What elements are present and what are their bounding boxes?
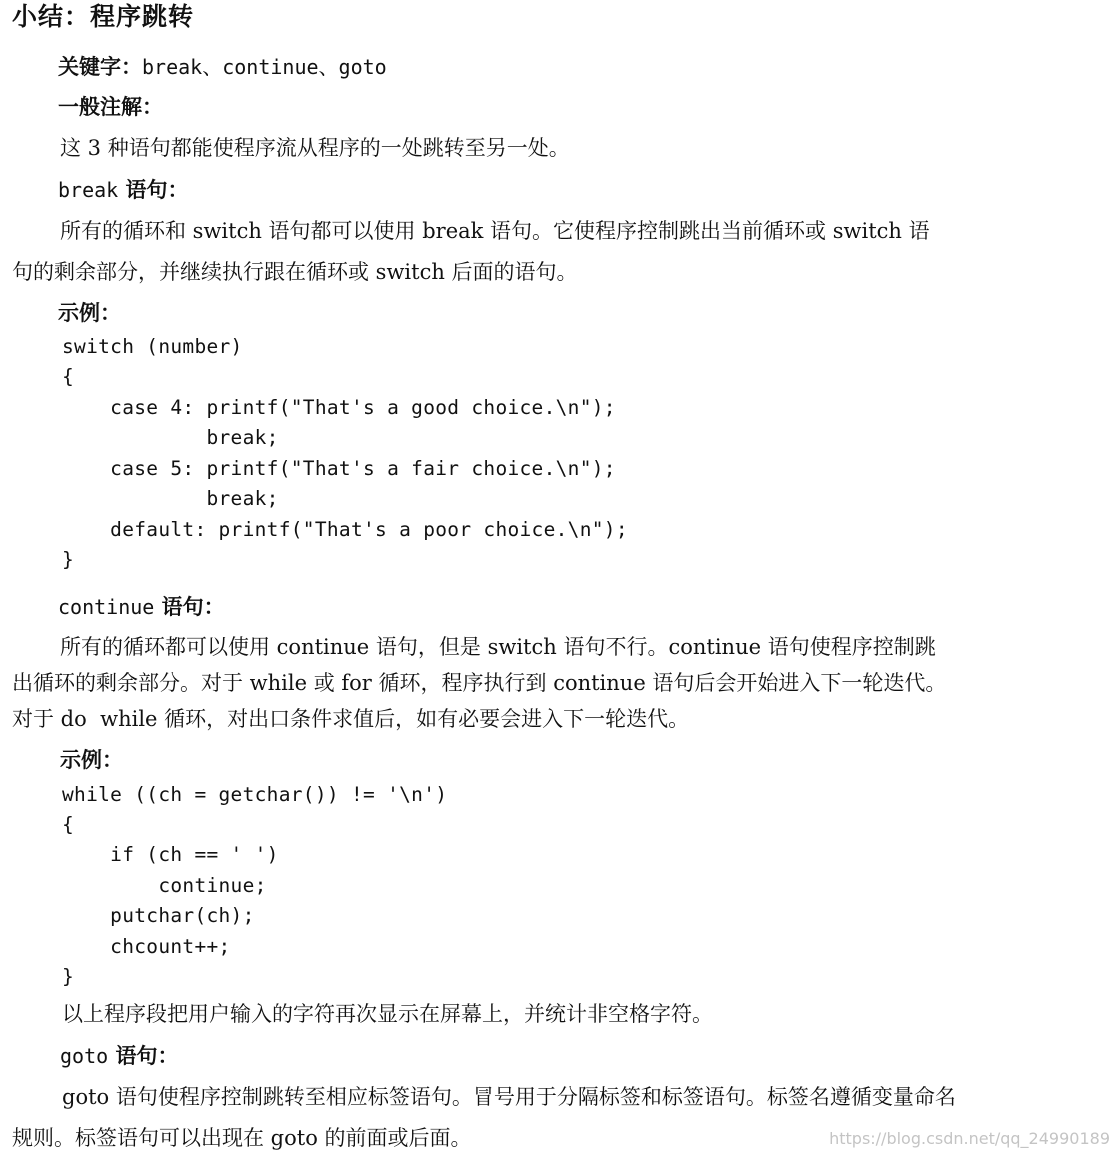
code-line: } bbox=[62, 548, 75, 571]
continue-keyword: continue bbox=[58, 595, 155, 619]
code-line: case 4: printf("That's a good choice.\n"); bbox=[62, 396, 616, 419]
code-line: chcount++; bbox=[62, 935, 231, 958]
break-paragraph-line-2: 句的剩余部分，并继续执行跟在循环或 switch 后面的语句。 bbox=[12, 260, 578, 284]
continue-heading-suffix: 语句： bbox=[154, 595, 225, 619]
watermark: https://blog.csdn.net/qq_24990189 bbox=[829, 1129, 1110, 1148]
goto-heading-suffix: 语句： bbox=[108, 1044, 179, 1068]
break-paragraph-line-1: 所有的循环和 switch 语句都可以使用 break 语句。它使程序控制跳出当前循环或 switch 语 bbox=[60, 219, 930, 243]
keywords-line bbox=[58, 57, 387, 78]
code-line: continue; bbox=[62, 874, 267, 897]
code-line: putchar(ch); bbox=[62, 904, 255, 927]
code-line: break; bbox=[62, 487, 279, 510]
break-heading-suffix: 语句： bbox=[118, 178, 189, 202]
code-line: { bbox=[62, 365, 75, 388]
code-line: } bbox=[62, 965, 75, 988]
code-line: break; bbox=[62, 426, 279, 449]
continue-heading bbox=[58, 597, 225, 618]
page-title: 小结：程序跳转 bbox=[12, 2, 195, 31]
continue-example-note: 以上程序段把用户输入的字符再次显示在屏幕上，并统计非空格字符。 bbox=[62, 1002, 713, 1026]
code-line: while ((ch = getchar()) != '\n') bbox=[62, 783, 448, 806]
code-line: if (ch == ' ') bbox=[62, 843, 279, 866]
general-notes-text: 这 3 种语句都能使程序流从程序的一处跳转至另一处。 bbox=[60, 136, 570, 160]
keywords-label: 关键字： bbox=[58, 55, 142, 79]
break-keyword: break bbox=[58, 178, 119, 202]
code-line: switch (number) bbox=[62, 335, 243, 358]
goto-paragraph-line-1: goto 语句使程序控制跳转至相应标签语句。冒号用于分隔标签和标签语句。标签名遵循变量命名 bbox=[62, 1085, 956, 1109]
continue-paragraph-line-1: 所有的循环都可以使用 continue 语句，但是 switch 语句不行。continue 语句使程序控制跳 bbox=[60, 635, 936, 659]
goto-paragraph-line-2: 规则。标签语句可以出现在 goto 的前面或后面。 bbox=[12, 1126, 472, 1150]
continue-paragraph-line-3: 对于 do while 循环，对出口条件求值后，如有必要会进入下一轮迭代。 bbox=[12, 707, 690, 731]
continue-paragraph-line-2: 出循环的剩余部分。对于 while 或 for 循环，程序执行到 continue 语句后会开始进入下一轮迭代。 bbox=[12, 671, 947, 695]
break-heading bbox=[58, 180, 189, 201]
goto-heading bbox=[60, 1046, 178, 1067]
code-line: case 5: printf("That's a fair choice.\n"); bbox=[62, 457, 616, 480]
goto-keyword: goto bbox=[60, 1044, 109, 1068]
break-example-label: 示例： bbox=[58, 301, 121, 325]
code-line: default: printf("That's a poor choice.\n"); bbox=[62, 518, 628, 541]
code-line: { bbox=[62, 813, 75, 836]
general-notes-label: 一般注解： bbox=[58, 95, 163, 119]
continue-example-label: 示例： bbox=[60, 748, 123, 772]
keywords-value: break、continue、goto bbox=[142, 55, 387, 79]
